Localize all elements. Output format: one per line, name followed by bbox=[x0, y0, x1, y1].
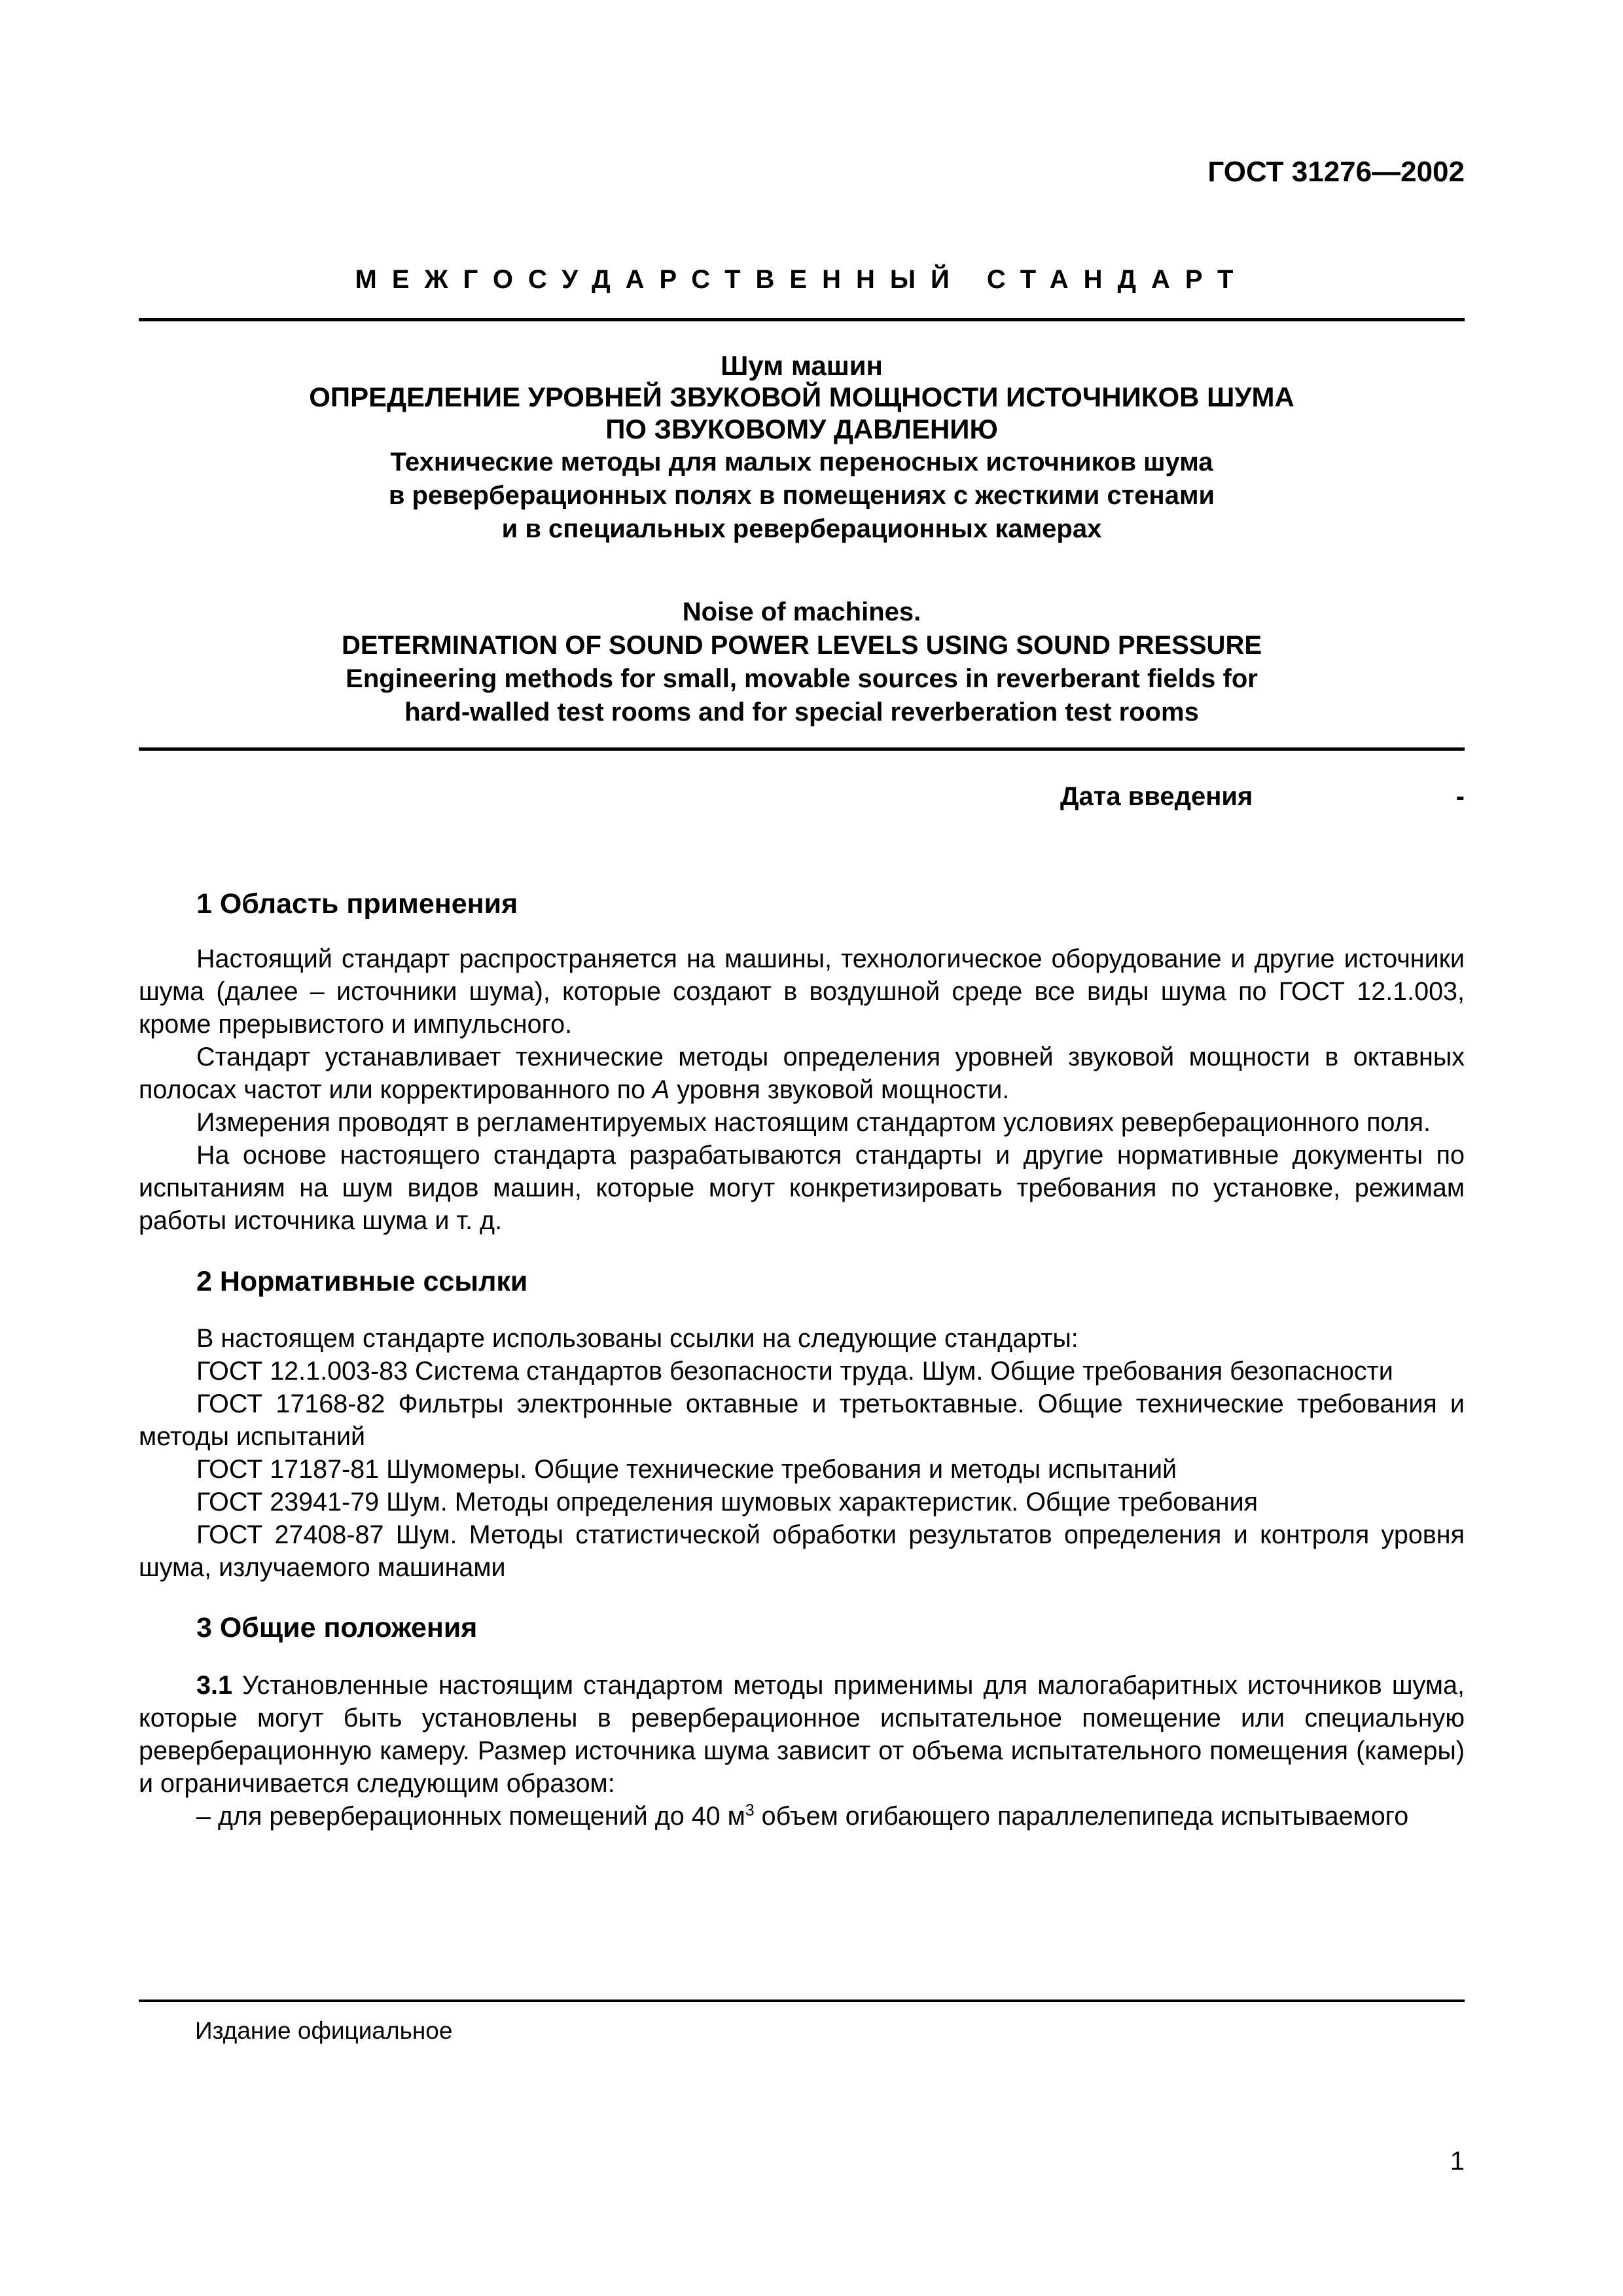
paragraph: 3.1 Установленные настоящим стандартом методы применимы для малогабаритных источников шума, которые могут быть установлены в реверберационное испытательное помещение или специальную реверберационную камеру. Размер источника шума зависит от объема испытательного помещения (камеры) и ограничивается следующим образом: bbox=[139, 1671, 1465, 1798]
reference-item bbox=[139, 1453, 1465, 1486]
document-code: ГОСТ 31276—2002 bbox=[1207, 156, 1465, 188]
edition-note: Издание официальное bbox=[195, 2017, 453, 2044]
intro-date-label: Дата введения bbox=[1060, 782, 1253, 811]
reference-item bbox=[139, 1388, 1465, 1453]
reference-code: ГОСТ 17168-82 bbox=[196, 1390, 385, 1418]
intro-date-value: - bbox=[1455, 782, 1465, 811]
title-english bbox=[139, 596, 1465, 729]
title-russian bbox=[139, 350, 1465, 546]
reference-text: Шумомеры. Общие технические требования и методы испытаний bbox=[386, 1455, 1177, 1484]
italic-letter: А bbox=[652, 1075, 670, 1104]
reference-code: ГОСТ 27408-87 bbox=[196, 1520, 384, 1549]
reference-text: Шум. Методы статистической обработки результатов определения и контроля уровня шума, излучаемого машинами bbox=[139, 1520, 1465, 1582]
reference-text: Система стандартов безопасности труда. Шум. Общие требования безопасности bbox=[415, 1357, 1393, 1386]
reference-text: Шум. Методы определения шумовых характеристик. Общие требования bbox=[386, 1488, 1258, 1516]
paragraph: – для реверберационных помещений до 40 $м^3$ объем огибающего параллелепипеда испытываемого bbox=[196, 1801, 1409, 1831]
section-1-body bbox=[139, 942, 1465, 1237]
paragraph: Стандарт устанавливает технические методы определения уровней звуковой мощности в октавных полосах частот или корректированного по А уровня звуковой мощности. bbox=[139, 1043, 1465, 1104]
reference-text: Фильтры электронные октавные и третьоктавные. Общие технические требования и методы испытаний bbox=[139, 1390, 1465, 1451]
title-ru-line: ПО ЗВУКОВОМУ ДАВЛЕНИЮ bbox=[605, 414, 998, 444]
title-bottom-rule bbox=[139, 747, 1465, 751]
paragraph: Измерения проводят в регламентируемых настоящим стандартом условиях реверберационного поля. bbox=[196, 1108, 1431, 1137]
section-3-body bbox=[139, 1669, 1465, 1833]
footer-rule bbox=[139, 2000, 1465, 2002]
section-2-body bbox=[139, 1322, 1465, 1584]
paragraph: В настоящем стандарте использованы ссылки на следующие стандарты: bbox=[196, 1324, 1079, 1353]
title-ru-subtitle-line: Технические методы для малых переносных источников шума bbox=[390, 448, 1213, 476]
superscript: 3 bbox=[745, 1801, 755, 1820]
title-ru-line: ОПРЕДЕЛЕНИЕ УРОВНЕЙ ЗВУКОВОЙ МОЩНОСТИ ИСТОЧНИКОВ ШУМА bbox=[309, 382, 1294, 412]
title-en-line: Noise of machines. bbox=[682, 598, 921, 626]
section-2-heading: 2 Нормативные ссылки bbox=[196, 1266, 528, 1297]
section-3-heading: 3 Общие положения bbox=[196, 1612, 478, 1643]
title-en-line: DETERMINATION OF SOUND POWER LEVELS USING SOUND PRESSURE bbox=[341, 631, 1262, 660]
title-en-line: hard-walled test rooms and for special reverberation test rooms bbox=[404, 698, 1199, 726]
title-ru-line: Шум машин bbox=[721, 350, 883, 381]
title-ru-subtitle-line: в реверберационных полях в помещениях с жесткими стенами bbox=[388, 481, 1215, 510]
page-number: 1 bbox=[1450, 2147, 1465, 2176]
clause-number: 3.1 bbox=[196, 1671, 232, 1700]
reference-item bbox=[139, 1518, 1465, 1584]
paragraph: Настоящий стандарт распространяется на машины, технологическое оборудование и другие источники шума (далее – источники шума), которые создают в воздушной среде все виды шума по ГОСТ 12.1.003, кроме прерывистого и импульсного. bbox=[139, 944, 1465, 1039]
reference-code: ГОСТ 23941-79 bbox=[196, 1488, 380, 1516]
standard-type-heading: МЕЖГОСУДАРСТВЕННЫЙ СТАНДАРТ bbox=[355, 265, 1249, 294]
title-ru-subtitle-line: и в специальных реверберационных камерах bbox=[501, 514, 1102, 543]
paragraph: На основе настоящего стандарта разрабатываются стандарты и другие нормативные документы по испытаниям на шум видов машин, которые могут конкретизировать требования по установке, режимам работы источника шума и т. д. bbox=[139, 1141, 1465, 1235]
reference-code: ГОСТ 12.1.003-83 bbox=[196, 1357, 408, 1386]
top-rule bbox=[139, 318, 1465, 321]
reference-item bbox=[139, 1355, 1465, 1388]
reference-code: ГОСТ 17187-81 bbox=[196, 1455, 380, 1484]
reference-item bbox=[139, 1486, 1465, 1518]
section-1-heading: 1 Область применения bbox=[196, 888, 518, 920]
title-en-line: Engineering methods for small, movable sources in reverberant fields for bbox=[346, 664, 1258, 693]
